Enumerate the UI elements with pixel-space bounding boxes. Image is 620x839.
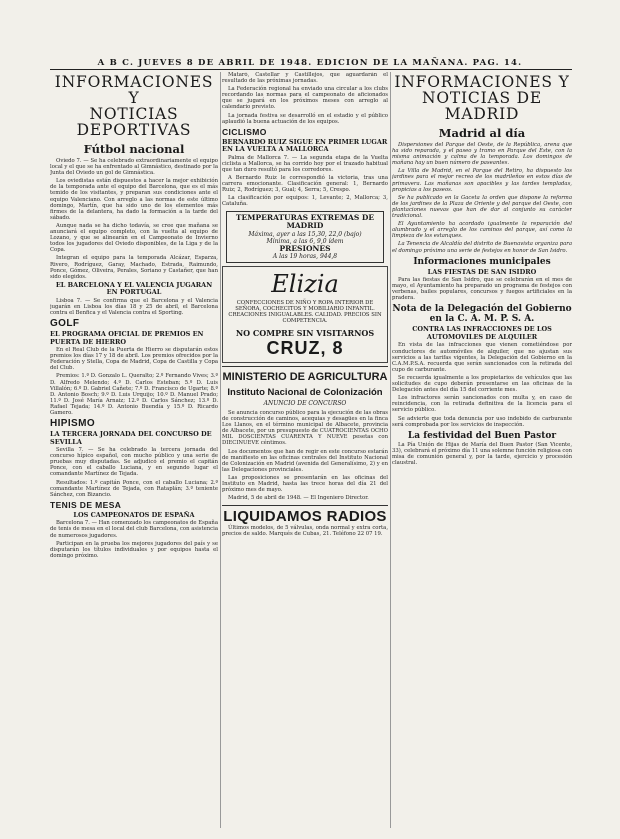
article-paragraph: En vista de las infracciones que vienen cometiéndose por conductores de automóviles de alquiler, que no ajustan sus servicios a las tarifas vigentes, la Delegación del Gobierno en la C.A.M.P.S.A. recuerda que serán sancionados con la retirada del cupo de carburante. [392,342,572,373]
subhead-hipismo: LA TERCERA JORNADA DEL CONCURSO DE SEVILLA [50,430,212,446]
section-madrid-al-dia: Madrid al día [438,126,526,140]
article-paragraph: La Federación regional ha enviado una circular a los clubs recordando las normas para el campeonato de aficionados que se jugará en los próximos meses con arreglo al calendario previsto. [222,86,388,111]
pressure-line: A las 19 horas, 944,8 [272,253,338,260]
article-paragraph: Premios: 1.º D. Gonzalo L. Queralto; 2.º Fernando Vives; 3.º D. Alfredo Melendo; 4.º D. Carlos Esteban; 5.º D. Luis Villalón; 6.º D. Gabriel Cañete; 7.º D. Francisco de Ugarte; 8.º D. Antonio Bosch; 9.º D. Luis Urquijo; 10.º D. Manuel Prado; 11.º D. José María Arnaiz; 12.º D. Carlos Sánchez; 13.º D. Rafael Tejada; 14.º D. Antonio Buendía y 15.º D. Ricardo Gamero. [50,373,218,416]
section-futbol: Fútbol nacional [83,142,185,156]
temperature-box [226,211,384,264]
column-sports [50,72,218,830]
sports-title [50,74,218,138]
section-buen-pastor: La festividad del Buen Pastor [407,430,557,441]
article-paragraph: Se recuerda igualmente a los propietarios de vehículos que las solicitudes de cupo deberán presentarse en las oficinas de la Delegación antes del día 15 del corriente mes. [392,374,572,394]
temperature-min: Mínima, a las 6, 9,0 ídem [266,237,344,245]
article-paragraph: Aunque nada se ha dicho todavía, se cree que mañana se anunciará el equipo completo, con la vuelta al equipo de Lozano, y que se alinearán en el Campeonato de Invierno todos los jugadores del Oviedo disponibles, de la Liga y de la Copa. [50,222,218,254]
concurso-label: ANUNCIO DE CONCURSO [263,400,347,407]
madrid-title [392,74,572,122]
article-paragraph: Lisboa 7. — Se confirma que el Barcelona y el Valencia jugarán en Lisboa los días 18 y 25 de abril, el Barcelona contra el Benfica y el Valencia contra el Sporting. [50,297,218,316]
article-paragraph: Las proposiciones se presentarán en las oficinas del Instituto en Madrid, hasta las trece horas del día 21 del próximo mes de mayo. [222,474,388,494]
liquidamos-radios-ad: LIQUIDAMOS RADIOS [222,505,388,525]
subhead-san-isidro: LAS FIESTAS DE SAN ISIDRO [427,267,537,276]
article-paragraph: En el Real Club de la Puerta de Hierro se disputarán estos premios los días 17 y 18 de abril. Los premios ofrecidos por la Federación y Stella, Copa de Madrid, Copa de Castilla y Copa del Club. [50,347,218,372]
running-head: A B C. JUEVES 8 DE ABRIL DE 1948. EDICION DE LA MAÑANA. PAG. 14. [97,58,523,68]
temperature-max: Máxima, ayer a las 15,30, 22,0 (bajo) [248,230,362,238]
header-rule [50,69,572,70]
article-paragraph: Se anuncia concurso público para la ejecución de las obras de construcción de caminos, acequias y desagües en la finca Los Llanos, en el término municipal de Albacete, provincia de Albacete, por un presupuesto de CUATROCIENTAS OCHO MIL DOSCIENTAS CUARENTA Y NUEVE pesetas con DIECINUEVE céntimos. [222,410,388,447]
temperature-title: TEMPERATURAS EXTREMAS DE MADRID [235,212,375,230]
instituto-title: Instituto Nacional de Colonización [227,387,383,398]
section-ciclismo: CICLISMO [222,126,267,137]
section-nota-delegacion: Nota de la Delegación del Gobierno en la C. A. M. P. S. A. [392,304,572,325]
column-divider-2 [390,72,391,828]
elizia-advertisement [222,266,388,363]
subhead-automoviles: CONTRA LAS INFRACCIONES DE LOS AUTOMOVILES DE ALQUILER [412,325,552,341]
madrid-title-line2: NOTICIAS DE MADRID [422,89,542,123]
article-paragraph: Participan en la prueba los mejores jugadores del país y se disputarán los títulos individuales y por equipos hasta el domingo próximo. [50,540,218,559]
article-paragraph: A Bernardo Ruiz le correspondió la victoria, tras una carrera emocionante. Clasificación general: 1, Bernardo Ruiz; 2, Rodríguez; 3, Gual; 4, Serra; 5, Crespo. [222,175,388,194]
article-paragraph: Últimos modelos, de 5 válvulas, onda normal y extra corta, precios de saldo. Marqués de Cubas, 21. Teléfono 22 07 19. [222,525,388,538]
elizia-ad-cta: NO COMPRE SIN VISITARNOS [235,328,375,338]
article-paragraph: La clasificación por equipos: 1, Levante; 2, Mallorca; 3, Cataluña. [222,195,388,208]
elizia-logo: Elizia [271,270,339,298]
column-divider-1 [220,72,221,828]
article-paragraph: Los documentos que han de regir en este concurso estarán de manifiesto en las oficinas centrales del Instituto Nacional de Colonización en Madrid (avenida del Generalísimo, 2) y en las Delegaciones provinciales. [222,448,388,473]
elizia-ad-text: CONFECCIONES DE NIÑO Y ROPA INTERIOR DE SEÑORA, COCHECITOS Y MOBILIARIO INFANTIL. CREACIONES INIGUALABLES. CALIDAD. PRECIOS SIN COMPETENCIA. [228,300,382,324]
article-paragraph: Madrid, 5 de abril de 1948. — El Ingeniero Director. [228,495,369,502]
article-paragraph: La jornada festiva se desarrolló en el estadio y el público aplaudió la buena actuación de los equipos. [222,112,388,125]
article-paragraph: Los infractores serán sancionados con multa y, en caso de reincidencia, con la retirada definitiva de la licencia para el servicio público. [392,395,572,414]
elizia-ad-address: CRUZ, 8 [266,338,344,358]
subhead-golf: EL PROGRAMA OFICIAL DE PREMIOS EN PUERTA DE HIERRO [50,330,204,346]
article-paragraph: El Ayuntamiento ha acordado igualmente la reparación del alumbrado y el arreglo de los caminos del parque, así como la limpieza de los estanques. [392,221,572,240]
subhead-tenis: LOS CAMPEONATOS DE ESPAÑA [73,510,195,519]
article-paragraph: Barcelona 7. — Han comenzado los campeonatos de España de tenis de mesa en el local del club Barcelona, con asistencia de numerosos jugadores. [50,520,218,539]
article-paragraph: Palma de Mallorca 7. — La segunda etapa de la Vuelta ciclista a Mallorca, se ha corrido hoy por el trazado habitual que tan duro resultó para los corredores. [222,154,388,173]
article-paragraph: Integran el equipo para la temporada Alcázar, Esparza, Rivero, Rodríguez, Garay, Machado, Estrada, Raimundo, Ponce, Gómez, Oliveira, Perales, Soriano y Castañer, que han sido elegidos. [50,255,218,280]
column-middle [222,72,388,830]
sports-title-line1: INFORMACIONES Y [54,73,214,107]
section-tenis: TENIS DE MESA [50,499,122,510]
column-madrid [392,72,572,830]
section-golf: GOLF [50,318,80,330]
section-informaciones-municipales: Informaciones municipales [413,256,551,267]
article-paragraph: Dispersiones del Parque del Oeste, de la República, arena que ha sido reparada, y el paseo y tramo en Parque del Este, con la misma animación y calma de la temporada. Los domingos de mañana hay un buen número de paseantes. [392,142,572,167]
madrid-title-line1: INFORMACIONES Y [394,73,570,91]
sports-title-line2: NOTICIAS DEPORTIVAS [76,105,192,139]
article-paragraph: La Tenencia de Alcaldía del distrito de Buenavista organiza para el domingo próximo una serie de festejos en honor de San Isidro. [392,241,572,254]
article-paragraph: Se ha publicado en la Gaceta la orden que dispone la reforma de los jardines de la Plaza de Oriente y del parque del Oeste, con plantaciones nuevas que han de dar al conjunto su carácter tradicional. [392,194,572,220]
subhead-ciclismo: BERNARDO RUIZ SIGUE EN PRIMER LUGAR EN LA VUELTA A MALLORCA [222,137,388,154]
pressure-title: PRESIONES [279,243,331,253]
article-paragraph: Los oviedistas están dispuestos a hacer la mejor exhibición de la temporada ante el equipo del Barcelona, que es el más temido de los visitantes, y preparan sus condiciones ante el equipo Valenciano. Con arreglo a las normas de este último domingo, Martín, que ha sido uno de los elementos más firmes de la delantera, ha dado la formación a la tarde del sábado. [50,178,218,221]
article-paragraph: Sevilla 7. — Se ha celebrado la tercera jornada del concurso hípico español, con mucho público y una serie de pruebas muy disputadas. Se adjudicó el premio el capitán Ponce, con el caballo Luciana, y en segundo lugar el comandante Martínez de Tejada. [50,447,218,478]
article-paragraph: La Pía Unión de Hijas de María del Buen Pastor (San Vicente, 33), celebrará el próximo día 11 una solemne función religiosa con misa de comunión general y, por la tarde, ejercicio y procesión claustral. [392,441,572,466]
subhead-barcelona-valencia: EL BARCELONA Y EL VALENCIA JUGARAN EN PORTUGAL [55,280,213,297]
section-hipismo: HIPISMO [50,418,96,430]
article-paragraph: Para las fiestas de San Isidro, que se celebrarán en el mes de mayo, el Ayuntamiento ha preparado un programa de festejos con verbenas, bailes populares, concursos y fuegos artificiales en la pradera. [392,277,572,302]
article-paragraph: Resultados: 1.º capitán Ponce, con el caballo Luciana; 2.º comandante Martínez de Tejada, con Rataplán; 3.º teniente Sánchez, con Bizancio. [50,479,218,498]
article-paragraph: Oviedo 7. — Se ha celebrado extraordinariamente el equipo local y el que se ha enfrentado al Gimnástico, destinado por la Junta del Oviedo un gol de Gimnástica. [50,158,218,177]
article-paragraph: La Villa de Madrid, en el Parque del Retiro, ha dispuesto los jardines para el mejor recreo de los madrileños en estos días de primavera. Las mañanas son apacibles y las tardes templadas, propicias a los paseos. [392,168,572,193]
article-paragraph: Se advierte que toda denuncia por uso indebido de carburante será comprobada por los servicios de inspección. [392,415,572,428]
article-paragraph: Mataró, Castellar y Castillejos, que aguardarán el resultado de las próximas jornadas. [222,72,388,85]
ministerio-title: MINISTERIO DE AGRICULTURA [222,371,388,383]
ministerio-notice [222,366,388,501]
